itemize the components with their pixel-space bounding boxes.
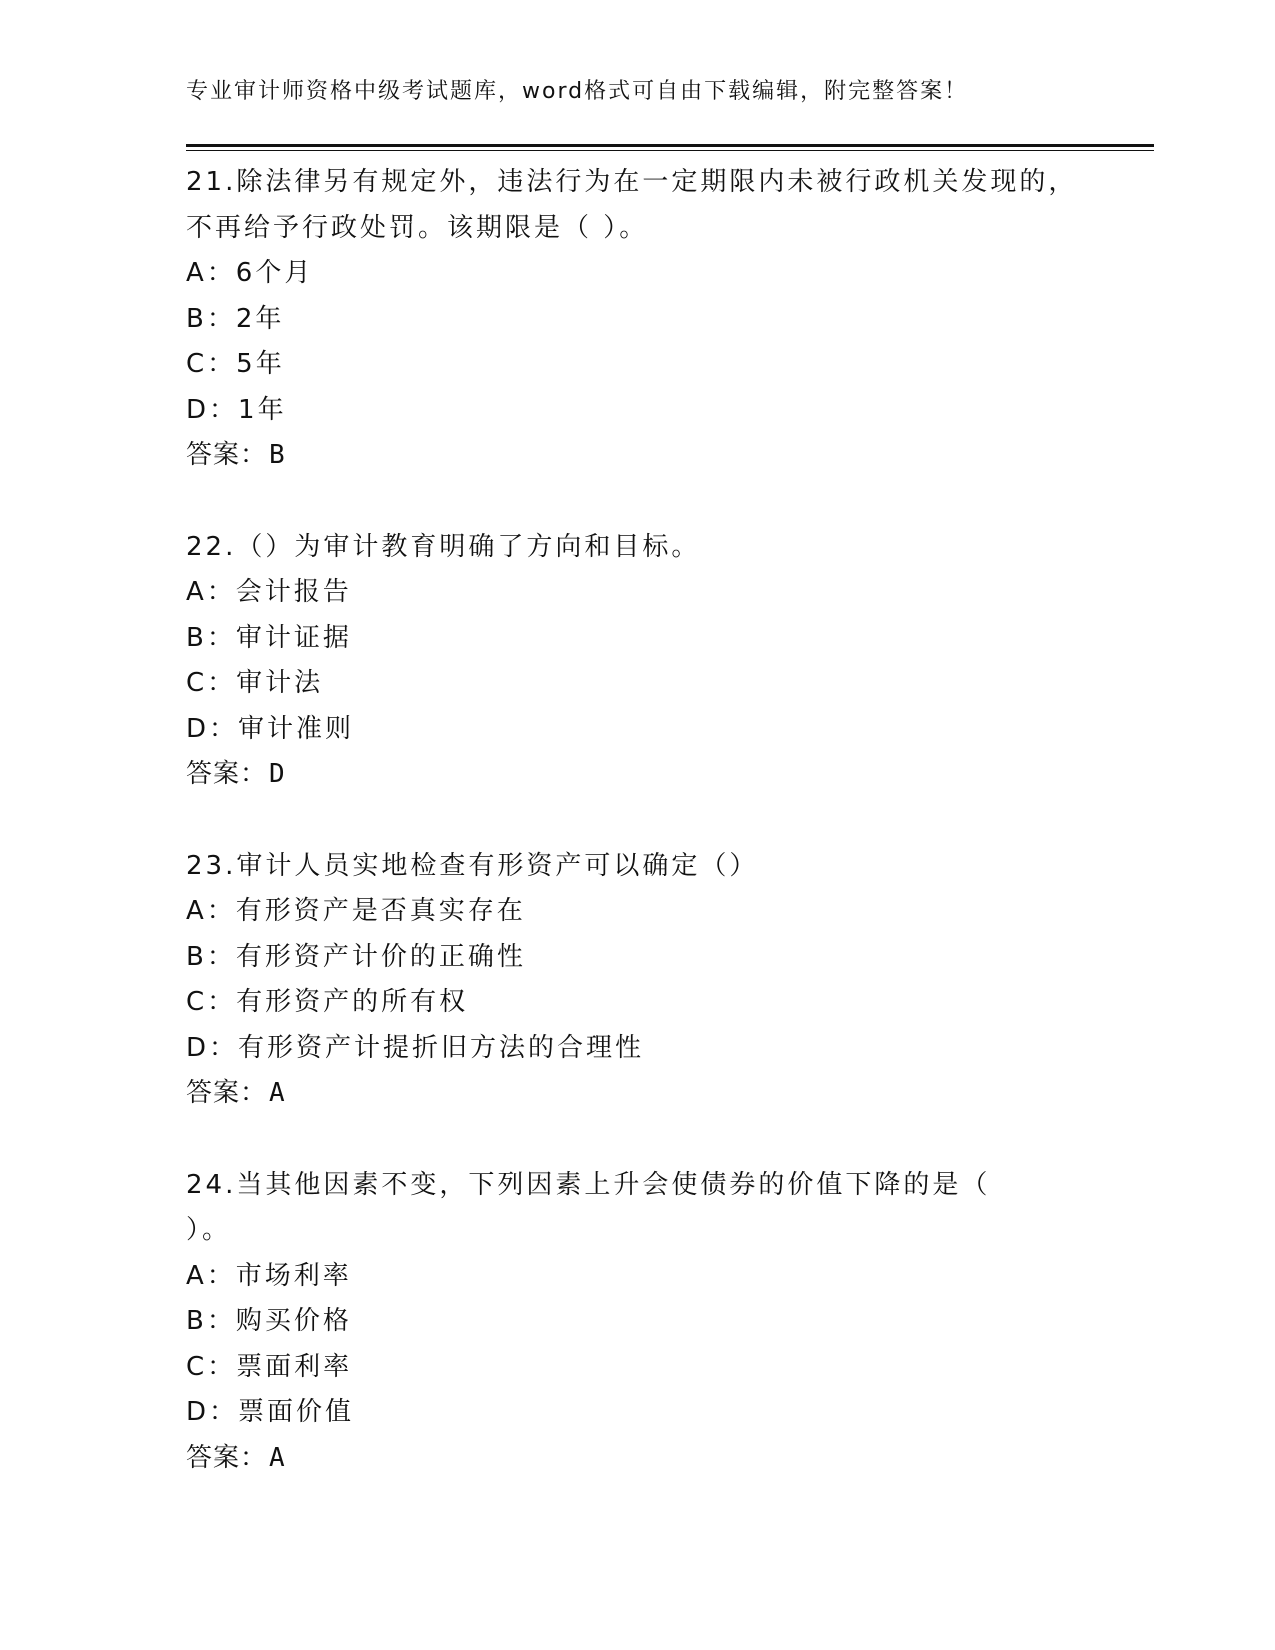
option-b: B：2年 (186, 303, 285, 334)
answer-line (186, 752, 1154, 798)
question-23 (186, 844, 1154, 1117)
option-b: B：审计证据 (186, 622, 352, 653)
option-b: B：有形资产计价的正确性 (186, 941, 526, 972)
option-c: C：有形资产的所有权 (186, 987, 469, 1017)
question-24 (186, 1163, 1154, 1482)
option-d: D：票面价值 (186, 1397, 355, 1427)
question-stem: 23.审计人员实地检查有形资产可以确定（） (186, 850, 759, 881)
option-a: A：6个月 (186, 258, 314, 288)
option-d: D：1年 (186, 394, 287, 425)
header-divider-thin (186, 150, 1154, 151)
option-d: D：有形资产计提折旧方法的合理性 (186, 1032, 645, 1063)
answer-line (186, 1436, 1154, 1482)
option-a: A：会计报告 (186, 577, 352, 607)
question-list (186, 160, 1154, 1481)
answer-label: 答案： (186, 1442, 268, 1473)
answer-line (186, 1071, 1154, 1117)
answer-label: 答案： (186, 1078, 268, 1108)
question-21 (186, 160, 1154, 479)
question-stem: 21.除法律另有规定外，违法行为在一定期限内未被行政机关发现的， (186, 167, 1078, 197)
option-c: C：票面利率 (186, 1351, 353, 1382)
answer-value: B (269, 440, 285, 470)
answer-value: A (269, 1078, 285, 1108)
question-stem: 24.当其他因素不变，下列因素上升会使债券的价值下降的是（ (186, 1169, 991, 1200)
question-22 (186, 525, 1154, 798)
option-c: C：审计法 (186, 668, 324, 698)
answer-label: 答案： (186, 759, 268, 789)
page-header: 专业审计师资格中级考试题库，word格式可自由下载编辑，附完整答案！ (186, 79, 969, 104)
answer-label: 答案： (186, 440, 268, 470)
option-c: C：5年 (186, 349, 285, 379)
header-divider-thick (186, 144, 1154, 147)
answer-value: D (269, 759, 285, 789)
question-stem: 22.（）为审计教育明确了方向和目标。 (186, 531, 701, 562)
answer-value: A (269, 1442, 285, 1473)
option-a: A：有形资产是否真实存在 (186, 896, 526, 926)
option-b: B：购买价格 (186, 1306, 352, 1336)
option-d: D：审计准则 (186, 713, 355, 744)
option-a: A：市场利率 (186, 1260, 352, 1291)
answer-line (186, 433, 1154, 479)
question-stem: 不再给予行政处罚。该期限是（ ）。 (186, 212, 649, 243)
question-stem: ）。 (186, 1215, 232, 1245)
